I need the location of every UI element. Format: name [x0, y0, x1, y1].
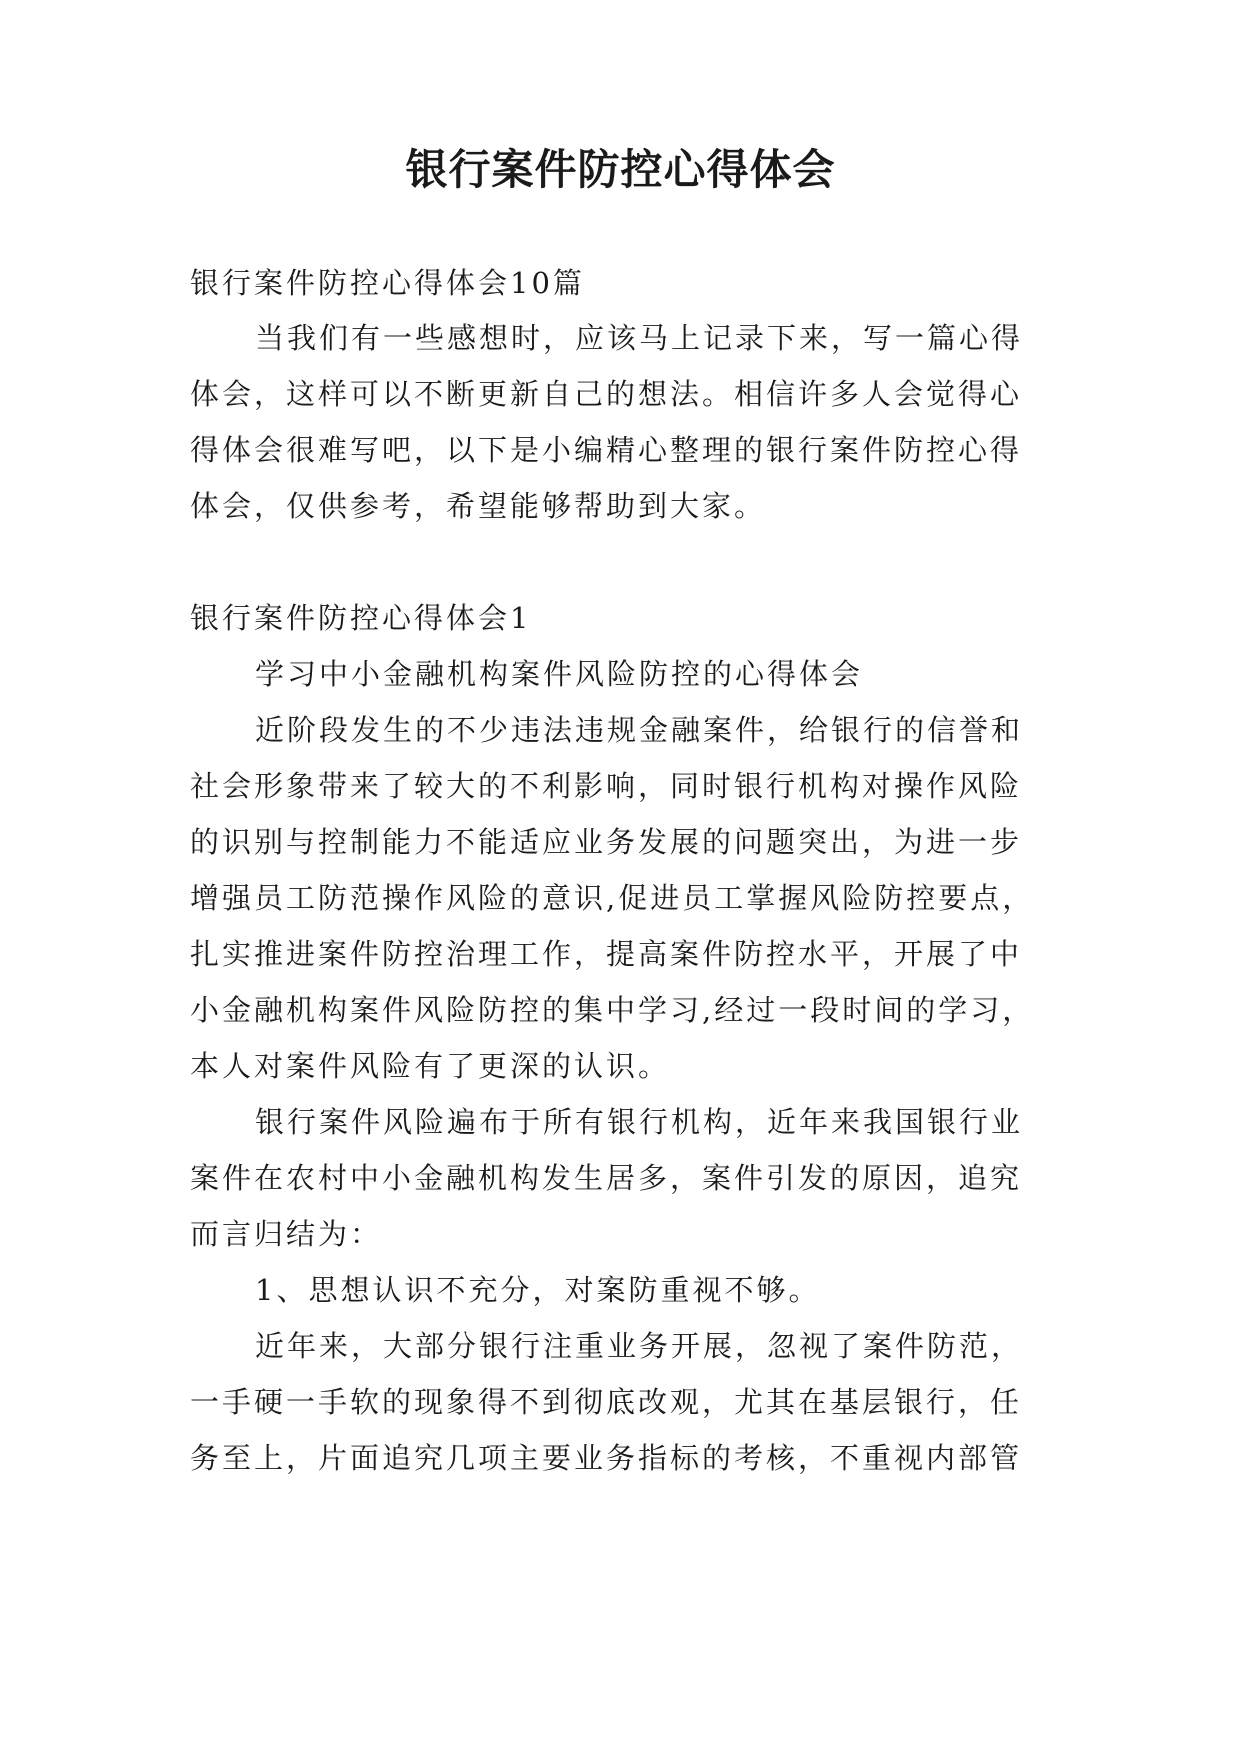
intro-line-4: 体会，仅供参考，希望能够帮助到大家。 [190, 489, 767, 523]
intro-line-1: 当我们有一些感想时，应该马上记录下来，写一篇心得 [255, 321, 1024, 355]
paragraph3-line-3: 务至上，片面追究几项主要业务指标的考核，不重视内部管 [190, 1441, 1023, 1475]
list-item-1: 1、思想认识不充分，对案防重视不够。 [255, 1273, 821, 1307]
paragraph1-line-2: 社会形象带来了较大的不利影响，同时银行机构对操作风险 [190, 769, 1023, 803]
paragraph1-line-4: 增强员工防范操作风险的意识,促进员工掌握风险防控要点， [190, 881, 1035, 915]
intro-line-3: 得体会很难写吧，以下是小编精心整理的银行案件防控心得 [190, 433, 1023, 467]
paragraph1-line-3: 的识别与控制能力不能适应业务发展的问题突出，为进一步 [190, 825, 1023, 859]
document-subtitle: 银行案件防控心得体会10篇 [190, 266, 585, 300]
paragraph2-line-3: 而言归结为： [190, 1217, 383, 1251]
section-heading: 银行案件防控心得体会1 [190, 601, 532, 635]
intro-line-2: 体会，这样可以不断更新自己的想法。相信许多人会觉得心 [190, 377, 1023, 411]
paragraph1-line-5: 扎实推进案件防控治理工作，提高案件防控水平，开展了中 [190, 937, 1023, 971]
document-title: 银行案件防控心得体会 [405, 145, 836, 194]
section-subheading: 学习中小金融机构案件风险防控的心得体会 [255, 657, 864, 691]
paragraph2-line-1: 银行案件风险遍布于所有银行机构，近年来我国银行业 [255, 1105, 1024, 1139]
paragraph3-line-2: 一手硬一手软的现象得不到彻底改观，尤其在基层银行，任 [190, 1385, 1023, 1419]
paragraph2-line-2: 案件在农村中小金融机构发生居多，案件引发的原因，追究 [190, 1161, 1023, 1195]
paragraph1-line-6: 小金融机构案件风险防控的集中学习,经过一段时间的学习， [190, 993, 1035, 1027]
paragraph1-line-7: 本人对案件风险有了更深的认识。 [190, 1049, 671, 1083]
paragraph1-line-1: 近阶段发生的不少违法违规金融案件，给银行的信誉和 [255, 713, 1024, 747]
paragraph3-line-1: 近年来，大部分银行注重业务开展，忽视了案件防范， [255, 1329, 1024, 1363]
